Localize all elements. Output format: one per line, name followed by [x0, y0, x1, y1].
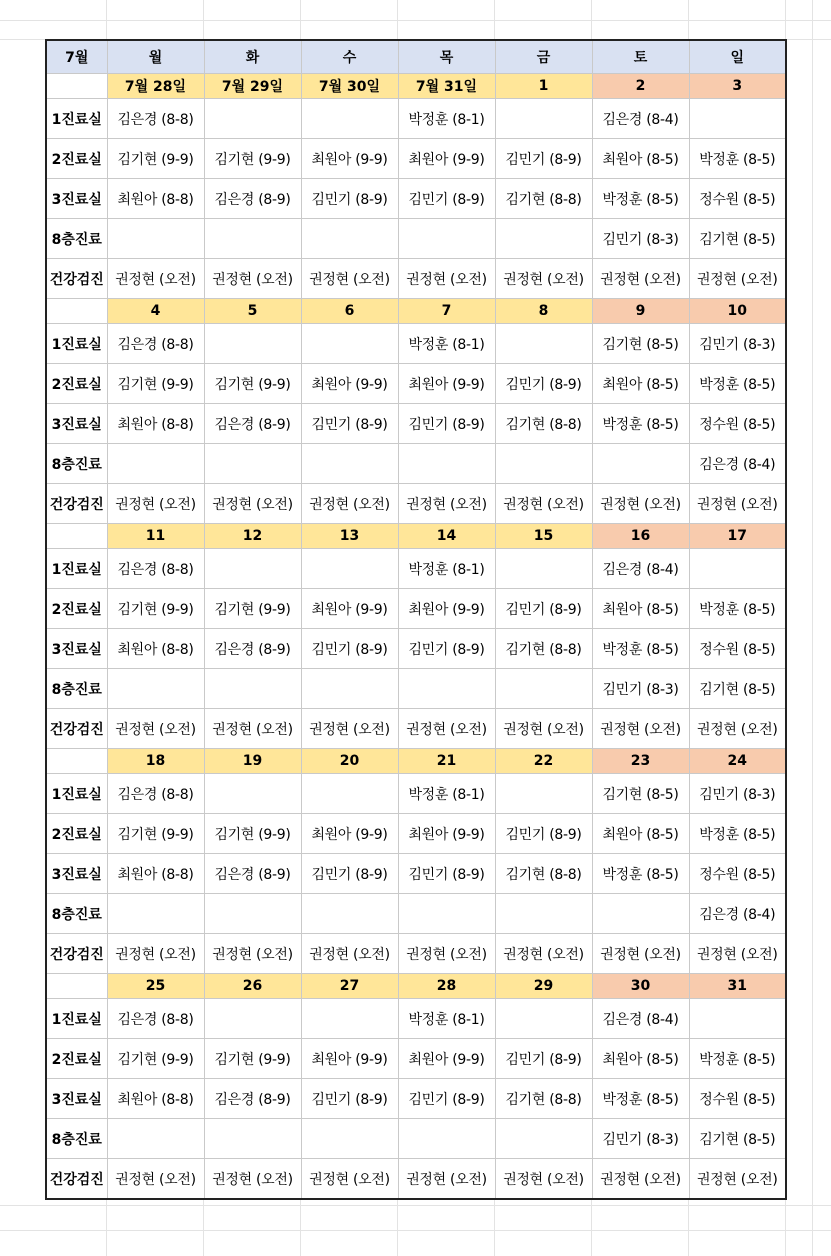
date-cell[interactable]: 14 [398, 524, 495, 549]
schedule-cell[interactable] [301, 1119, 398, 1159]
schedule-cell[interactable] [495, 444, 592, 484]
schedule-cell[interactable]: 김기현 (9-9) [107, 814, 204, 854]
schedule-cell[interactable]: 권정현 (오전) [592, 1159, 689, 1200]
room-row [46, 259, 786, 299]
room-row [46, 549, 786, 589]
date-cell[interactable]: 3 [689, 74, 786, 99]
schedule-cell[interactable]: 권정현 (오전) [495, 259, 592, 299]
schedule-cell[interactable]: 권정현 (오전) [107, 259, 204, 299]
schedule-cell[interactable]: 김은경 (8-4) [592, 99, 689, 139]
schedule-cell[interactable]: 김민기 (8-9) [301, 1079, 398, 1119]
schedule-cell[interactable]: 권정현 (오전) [495, 1159, 592, 1200]
room-label[interactable]: 1진료실 [46, 549, 107, 589]
schedule-cell[interactable]: 김기현 (8-8) [495, 179, 592, 219]
schedule-cell[interactable] [301, 324, 398, 364]
schedule-cell[interactable]: 권정현 (오전) [398, 259, 495, 299]
schedule-cell[interactable]: 김민기 (8-3) [689, 774, 786, 814]
room-row [46, 1159, 786, 1200]
date-cell[interactable]: 11 [107, 524, 204, 549]
schedule-cell[interactable]: 권정현 (오전) [592, 259, 689, 299]
date-cell[interactable]: 22 [495, 749, 592, 774]
schedule-cell[interactable]: 김은경 (8-4) [592, 549, 689, 589]
date-cell[interactable]: 1 [495, 74, 592, 99]
schedule-cell[interactable]: 김민기 (8-9) [398, 854, 495, 894]
schedule-cell[interactable]: 최원아 (8-8) [107, 1079, 204, 1119]
room-label[interactable]: 8층진료 [46, 1119, 107, 1159]
room-row [46, 139, 786, 179]
schedule-cell[interactable]: 김은경 (8-9) [204, 854, 301, 894]
room-row [46, 364, 786, 404]
room-label[interactable]: 건강검진 [46, 484, 107, 524]
date-cell[interactable]: 9 [592, 299, 689, 324]
date-cell[interactable]: 21 [398, 749, 495, 774]
schedule-cell[interactable]: 최원아 (9-9) [301, 589, 398, 629]
schedule-cell[interactable]: 김민기 (8-3) [592, 219, 689, 259]
schedule-cell[interactable]: 권정현 (오전) [204, 484, 301, 524]
date-cell[interactable]: 7월 30일 [301, 74, 398, 99]
schedule-cell[interactable] [495, 99, 592, 139]
schedule-cell[interactable]: 김기현 (9-9) [204, 814, 301, 854]
schedule-cell[interactable]: 권정현 (오전) [398, 934, 495, 974]
schedule-cell[interactable]: 박정훈 (8-5) [592, 179, 689, 219]
room-label[interactable]: 2진료실 [46, 589, 107, 629]
schedule-cell[interactable]: 정수원 (8-5) [689, 629, 786, 669]
date-cell[interactable]: 20 [301, 749, 398, 774]
day-header-thu[interactable]: 목 [398, 40, 495, 74]
schedule-cell[interactable]: 김은경 (8-8) [107, 324, 204, 364]
room-row [46, 629, 786, 669]
date-row [46, 974, 786, 999]
schedule-cell[interactable]: 김민기 (8-9) [301, 179, 398, 219]
room-row [46, 669, 786, 709]
schedule-cell[interactable]: 김민기 (8-9) [495, 814, 592, 854]
date-cell[interactable]: 23 [592, 749, 689, 774]
schedule-cell[interactable] [301, 99, 398, 139]
schedule-cell[interactable]: 정수원 (8-5) [689, 854, 786, 894]
schedule-cell[interactable] [689, 99, 786, 139]
date-cell[interactable]: 15 [495, 524, 592, 549]
schedule-cell[interactable]: 김기현 (9-9) [107, 589, 204, 629]
date-cell[interactable]: 4 [107, 299, 204, 324]
room-row [46, 99, 786, 139]
monthly-schedule-table [45, 39, 787, 1200]
schedule-cell[interactable]: 박정훈 (8-5) [592, 1079, 689, 1119]
room-row [46, 589, 786, 629]
date-cell[interactable]: 31 [689, 974, 786, 999]
schedule-cell[interactable]: 최원아 (8-8) [107, 404, 204, 444]
schedule-cell[interactable]: 권정현 (오전) [301, 709, 398, 749]
schedule-cell[interactable]: 권정현 (오전) [107, 709, 204, 749]
schedule-cell[interactable]: 박정훈 (8-5) [689, 364, 786, 404]
schedule-cell[interactable] [398, 219, 495, 259]
schedule-cell[interactable] [398, 669, 495, 709]
schedule-cell[interactable]: 권정현 (오전) [204, 709, 301, 749]
schedule-cell[interactable]: 최원아 (8-5) [592, 814, 689, 854]
schedule-cell[interactable]: 김기현 (8-5) [689, 1119, 786, 1159]
schedule-cell[interactable]: 권정현 (오전) [592, 484, 689, 524]
schedule-cell[interactable]: 정수원 (8-5) [689, 179, 786, 219]
schedule-cell[interactable]: 박정훈 (8-5) [689, 814, 786, 854]
schedule-cell[interactable]: 권정현 (오전) [689, 259, 786, 299]
schedule-cell[interactable]: 권정현 (오전) [107, 1159, 204, 1200]
schedule-cell[interactable]: 최원아 (9-9) [398, 589, 495, 629]
room-label[interactable]: 8층진료 [46, 444, 107, 484]
date-row [46, 749, 786, 774]
schedule-cell[interactable]: 김은경 (8-4) [689, 444, 786, 484]
schedule-cell[interactable]: 권정현 (오전) [592, 709, 689, 749]
schedule-cell[interactable]: 김민기 (8-9) [398, 404, 495, 444]
date-cell[interactable]: 24 [689, 749, 786, 774]
schedule-cell[interactable] [107, 1119, 204, 1159]
schedule-cell[interactable] [689, 999, 786, 1039]
schedule-cell[interactable]: 김기현 (9-9) [107, 139, 204, 179]
schedule-cell[interactable]: 권정현 (오전) [689, 1159, 786, 1200]
schedule-cell[interactable] [204, 894, 301, 934]
schedule-cell[interactable]: 김민기 (8-9) [495, 589, 592, 629]
room-row [46, 999, 786, 1039]
schedule-cell[interactable] [495, 219, 592, 259]
room-label[interactable]: 2진료실 [46, 814, 107, 854]
schedule-cell[interactable] [204, 774, 301, 814]
schedule-cell[interactable]: 최원아 (8-8) [107, 854, 204, 894]
schedule-cell[interactable]: 박정훈 (8-5) [689, 139, 786, 179]
schedule-cell[interactable]: 박정훈 (8-5) [689, 589, 786, 629]
schedule-cell[interactable]: 김기현 (8-5) [689, 219, 786, 259]
schedule-cell[interactable]: 김기현 (8-8) [495, 629, 592, 669]
date-cell[interactable]: 18 [107, 749, 204, 774]
schedule-cell[interactable]: 김민기 (8-9) [495, 139, 592, 179]
date-cell[interactable]: 28 [398, 974, 495, 999]
schedule-cell[interactable]: 김기현 (8-5) [592, 774, 689, 814]
room-row [46, 324, 786, 364]
schedule-cell[interactable]: 김은경 (8-8) [107, 999, 204, 1039]
date-cell[interactable]: 7월 28일 [107, 74, 204, 99]
schedule-cell[interactable]: 김기현 (9-9) [107, 1039, 204, 1079]
schedule-cell[interactable]: 김민기 (8-9) [398, 1079, 495, 1119]
schedule-cell[interactable]: 권정현 (오전) [204, 934, 301, 974]
room-row [46, 219, 786, 259]
schedule-cell[interactable]: 권정현 (오전) [301, 259, 398, 299]
schedule-cell[interactable]: 권정현 (오전) [204, 1159, 301, 1200]
schedule-cell[interactable]: 권정현 (오전) [398, 1159, 495, 1200]
schedule-cell[interactable]: 권정현 (오전) [204, 259, 301, 299]
schedule-cell[interactable]: 김민기 (8-9) [495, 364, 592, 404]
schedule-cell[interactable] [301, 219, 398, 259]
room-label[interactable]: 3진료실 [46, 179, 107, 219]
schedule-cell[interactable] [495, 669, 592, 709]
date-cell[interactable]: 7 [398, 299, 495, 324]
schedule-cell[interactable] [398, 1119, 495, 1159]
room-label[interactable]: 1진료실 [46, 99, 107, 139]
schedule-cell[interactable] [301, 999, 398, 1039]
schedule-cell[interactable]: 권정현 (오전) [592, 934, 689, 974]
schedule-cell[interactable]: 박정훈 (8-5) [592, 404, 689, 444]
schedule-cell[interactable] [204, 444, 301, 484]
schedule-cell[interactable] [204, 999, 301, 1039]
schedule-cell[interactable]: 박정훈 (8-5) [592, 854, 689, 894]
schedule-cell[interactable]: 김민기 (8-9) [495, 1039, 592, 1079]
room-label[interactable]: 1진료실 [46, 774, 107, 814]
schedule-cell[interactable]: 김은경 (8-4) [592, 999, 689, 1039]
schedule-cell[interactable]: 김민기 (8-3) [592, 669, 689, 709]
date-cell[interactable]: 6 [301, 299, 398, 324]
schedule-cell[interactable]: 김기현 (9-9) [204, 1039, 301, 1079]
schedule-cell[interactable]: 김은경 (8-8) [107, 549, 204, 589]
schedule-cell[interactable]: 김은경 (8-8) [107, 774, 204, 814]
date-cell[interactable]: 10 [689, 299, 786, 324]
date-cell[interactable]: 2 [592, 74, 689, 99]
schedule-cell[interactable] [495, 774, 592, 814]
room-row [46, 1079, 786, 1119]
schedule-cell[interactable]: 김민기 (8-9) [398, 629, 495, 669]
date-cell[interactable]: 7월 29일 [204, 74, 301, 99]
schedule-cell[interactable]: 김은경 (8-9) [204, 1079, 301, 1119]
schedule-cell[interactable]: 김민기 (8-9) [398, 179, 495, 219]
schedule-cell[interactable]: 김민기 (8-3) [689, 324, 786, 364]
schedule-cell[interactable]: 김민기 (8-9) [301, 629, 398, 669]
schedule-cell[interactable]: 정수원 (8-5) [689, 404, 786, 444]
schedule-cell[interactable]: 권정현 (오전) [301, 1159, 398, 1200]
room-label[interactable]: 건강검진 [46, 934, 107, 974]
room-row [46, 404, 786, 444]
schedule-cell[interactable] [592, 444, 689, 484]
schedule-cell[interactable] [301, 549, 398, 589]
day-header-tue[interactable]: 화 [204, 40, 301, 74]
schedule-cell[interactable]: 박정훈 (8-5) [689, 1039, 786, 1079]
schedule-cell[interactable] [495, 549, 592, 589]
date-row-blank-cell[interactable] [46, 299, 107, 324]
room-row [46, 1119, 786, 1159]
schedule-cell[interactable]: 김은경 (8-9) [204, 179, 301, 219]
room-row [46, 774, 786, 814]
room-label[interactable]: 건강검진 [46, 709, 107, 749]
room-label[interactable]: 8층진료 [46, 219, 107, 259]
schedule-cell[interactable]: 김기현 (8-5) [592, 324, 689, 364]
room-row [46, 484, 786, 524]
room-label[interactable]: 2진료실 [46, 364, 107, 404]
schedule-cell[interactable] [301, 669, 398, 709]
room-row [46, 934, 786, 974]
schedule-cell[interactable]: 최원아 (9-9) [398, 1039, 495, 1079]
date-row-blank-cell[interactable] [46, 524, 107, 549]
room-label[interactable]: 3진료실 [46, 854, 107, 894]
gridline [812, 0, 813, 1256]
schedule-cell[interactable]: 김민기 (8-3) [592, 1119, 689, 1159]
schedule-cell[interactable]: 권정현 (오전) [301, 484, 398, 524]
date-cell[interactable]: 7월 31일 [398, 74, 495, 99]
schedule-cell[interactable]: 김은경 (8-4) [689, 894, 786, 934]
room-row [46, 814, 786, 854]
schedule-cell[interactable] [204, 669, 301, 709]
schedule-cell[interactable]: 김은경 (8-8) [107, 99, 204, 139]
date-cell[interactable]: 12 [204, 524, 301, 549]
schedule-cell[interactable] [689, 549, 786, 589]
schedule-cell[interactable] [107, 894, 204, 934]
schedule-cell[interactable]: 권정현 (오전) [495, 709, 592, 749]
schedule-cell[interactable] [301, 774, 398, 814]
schedule-cell[interactable] [107, 444, 204, 484]
schedule-cell[interactable] [204, 1119, 301, 1159]
gridline [0, 1230, 831, 1231]
schedule-cell[interactable] [495, 1119, 592, 1159]
schedule-cell[interactable]: 김민기 (8-9) [301, 854, 398, 894]
schedule-cell[interactable]: 권정현 (오전) [689, 484, 786, 524]
day-header-sun[interactable]: 일 [689, 40, 786, 74]
room-label[interactable]: 2진료실 [46, 139, 107, 179]
schedule-cell[interactable]: 최원아 (8-8) [107, 179, 204, 219]
schedule-cell[interactable]: 김기현 (8-8) [495, 404, 592, 444]
gridline [0, 20, 831, 21]
schedule-cell[interactable]: 최원아 (8-5) [592, 1039, 689, 1079]
room-label[interactable]: 건강검진 [46, 259, 107, 299]
room-row [46, 854, 786, 894]
date-row-blank-cell[interactable] [46, 749, 107, 774]
room-label[interactable]: 건강검진 [46, 1159, 107, 1200]
schedule-cell[interactable]: 최원아 (9-9) [398, 139, 495, 179]
room-label[interactable]: 8층진료 [46, 669, 107, 709]
schedule-cell[interactable]: 김기현 (9-9) [204, 364, 301, 404]
schedule-cell[interactable]: 김은경 (8-9) [204, 404, 301, 444]
room-row [46, 709, 786, 749]
date-cell[interactable]: 27 [301, 974, 398, 999]
schedule-cell[interactable]: 박정훈 (8-5) [592, 629, 689, 669]
schedule-cell[interactable]: 김은경 (8-9) [204, 629, 301, 669]
schedule-cell[interactable]: 최원아 (8-5) [592, 139, 689, 179]
date-cell[interactable]: 13 [301, 524, 398, 549]
schedule-cell[interactable]: 권정현 (오전) [398, 709, 495, 749]
schedule-cell[interactable] [204, 549, 301, 589]
room-label[interactable]: 3진료실 [46, 629, 107, 669]
schedule-cell[interactable]: 최원아 (9-9) [301, 814, 398, 854]
schedule-cell[interactable] [592, 894, 689, 934]
schedule-cell[interactable]: 김기현 (8-5) [689, 669, 786, 709]
schedule-cell[interactable]: 김기현 (9-9) [204, 139, 301, 179]
schedule-cell[interactable] [204, 219, 301, 259]
schedule-cell[interactable]: 김기현 (8-8) [495, 854, 592, 894]
schedule-cell[interactable]: 박정훈 (8-1) [398, 99, 495, 139]
schedule-cell[interactable]: 김기현 (9-9) [204, 589, 301, 629]
schedule-cell[interactable] [301, 894, 398, 934]
schedule-cell[interactable]: 최원아 (8-8) [107, 629, 204, 669]
date-cell[interactable]: 19 [204, 749, 301, 774]
date-row [46, 299, 786, 324]
schedule-cell[interactable] [204, 324, 301, 364]
schedule-cell[interactable] [495, 999, 592, 1039]
schedule-cell[interactable]: 최원아 (9-9) [301, 139, 398, 179]
schedule-cell[interactable]: 권정현 (오전) [107, 484, 204, 524]
schedule-cell[interactable]: 권정현 (오전) [301, 934, 398, 974]
room-label[interactable]: 3진료실 [46, 404, 107, 444]
date-cell[interactable]: 26 [204, 974, 301, 999]
schedule-cell[interactable]: 박정훈 (8-1) [398, 999, 495, 1039]
month-label[interactable]: 7월 [46, 40, 107, 74]
room-row [46, 444, 786, 484]
schedule-cell[interactable] [398, 444, 495, 484]
date-cell[interactable]: 5 [204, 299, 301, 324]
date-row-blank-cell[interactable] [46, 974, 107, 999]
date-row [46, 524, 786, 549]
room-label[interactable]: 2진료실 [46, 1039, 107, 1079]
room-label[interactable]: 8층진료 [46, 894, 107, 934]
day-header-mon[interactable]: 월 [107, 40, 204, 74]
schedule-cell[interactable]: 권정현 (오전) [398, 484, 495, 524]
schedule-cell[interactable]: 최원아 (9-9) [398, 364, 495, 404]
date-cell[interactable]: 16 [592, 524, 689, 549]
schedule-cell[interactable]: 최원아 (8-5) [592, 364, 689, 404]
gridline [0, 1205, 831, 1206]
schedule-cell[interactable] [495, 324, 592, 364]
schedule-cell[interactable] [107, 669, 204, 709]
schedule-cell[interactable]: 박정훈 (8-1) [398, 324, 495, 364]
date-cell[interactable]: 29 [495, 974, 592, 999]
schedule-cell[interactable]: 권정현 (오전) [495, 484, 592, 524]
day-header-wed[interactable]: 수 [301, 40, 398, 74]
room-row [46, 179, 786, 219]
schedule-cell[interactable]: 권정현 (오전) [689, 709, 786, 749]
schedule-cell[interactable]: 박정훈 (8-1) [398, 774, 495, 814]
schedule-cell[interactable]: 권정현 (오전) [107, 934, 204, 974]
room-row [46, 894, 786, 934]
date-cell[interactable]: 17 [689, 524, 786, 549]
schedule-cell[interactable]: 최원아 (9-9) [301, 364, 398, 404]
day-header-sat[interactable]: 토 [592, 40, 689, 74]
schedule-cell[interactable] [495, 894, 592, 934]
day-header-row [46, 40, 786, 74]
schedule-body [46, 40, 786, 1199]
schedule-cell[interactable]: 김기현 (8-8) [495, 1079, 592, 1119]
schedule-cell[interactable]: 최원아 (9-9) [301, 1039, 398, 1079]
room-label[interactable]: 1진료실 [46, 999, 107, 1039]
day-header-fri[interactable]: 금 [495, 40, 592, 74]
date-cell[interactable]: 30 [592, 974, 689, 999]
schedule-cell[interactable] [107, 219, 204, 259]
date-cell[interactable]: 8 [495, 299, 592, 324]
schedule-cell[interactable]: 권정현 (오전) [689, 934, 786, 974]
schedule-cell[interactable]: 박정훈 (8-1) [398, 549, 495, 589]
schedule-cell[interactable]: 권정현 (오전) [495, 934, 592, 974]
schedule-cell[interactable]: 정수원 (8-5) [689, 1079, 786, 1119]
date-cell[interactable]: 25 [107, 974, 204, 999]
schedule-cell[interactable] [204, 99, 301, 139]
schedule-cell[interactable]: 최원아 (9-9) [398, 814, 495, 854]
schedule-cell[interactable]: 최원아 (8-5) [592, 589, 689, 629]
room-label[interactable]: 1진료실 [46, 324, 107, 364]
schedule-cell[interactable] [301, 444, 398, 484]
room-row [46, 1039, 786, 1079]
schedule-cell[interactable]: 김기현 (9-9) [107, 364, 204, 404]
schedule-cell[interactable]: 김민기 (8-9) [301, 404, 398, 444]
room-label[interactable]: 3진료실 [46, 1079, 107, 1119]
schedule-cell[interactable] [398, 894, 495, 934]
date-row-blank-cell[interactable] [46, 74, 107, 99]
date-row [46, 74, 786, 99]
